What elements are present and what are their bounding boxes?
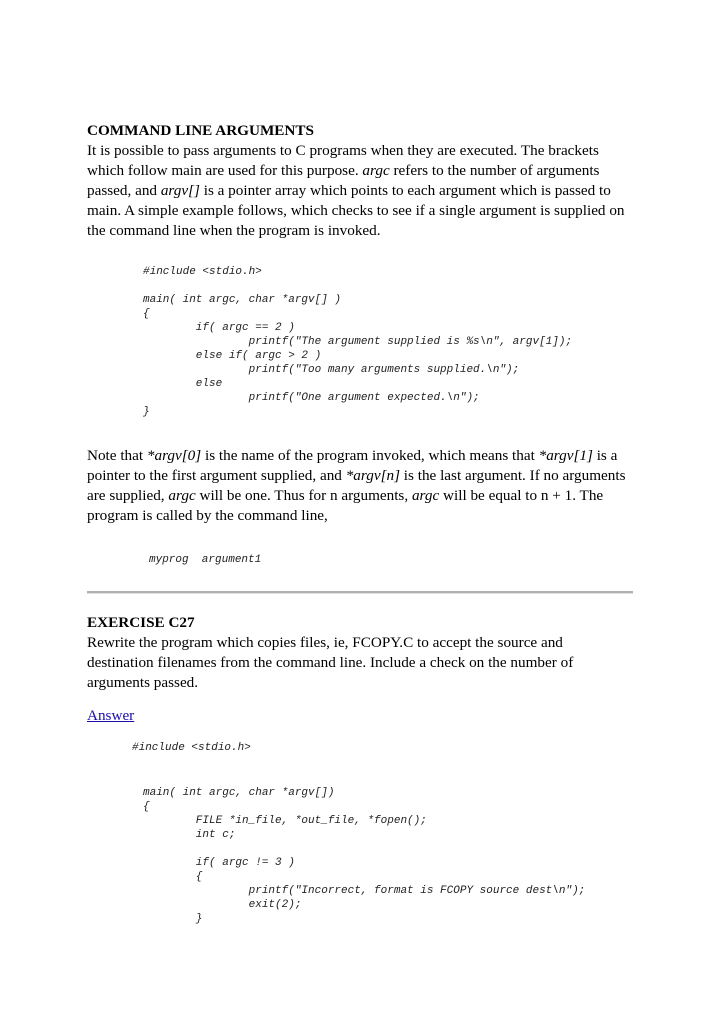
code-line: int c; [143, 829, 236, 841]
code-line: main( int argc, char *argv[] ) [143, 294, 342, 306]
code-line: { [143, 308, 150, 320]
command-line-example: myprog argument1 [149, 554, 262, 566]
code-line: } [143, 913, 203, 925]
code-line: exit(2); [143, 899, 302, 911]
code-line: printf("Incorrect, format is FCOPY source dest\n"); [143, 885, 586, 897]
argc-term: argc [362, 162, 390, 179]
argv-term: argv[] [160, 182, 200, 199]
intro-paragraph: It is possible to pass arguments to C programs when they are executed. The brackets which follow main are used for this purpose. argc refers to the number of arguments passed, and argv[] is a pointer array which points to each argument which is passed to main. A simple example follows, which checks to see if a single argument is supplied on the command line when the program is invoked. [87, 142, 625, 239]
code-line: printf("Too many arguments supplied.\n"); [143, 364, 520, 376]
code-line: else if( argc > 2 ) [143, 350, 322, 362]
code-block-answer [143, 786, 585, 926]
code-line: printf("One argument expected.\n"); [143, 392, 480, 404]
code-line: { [143, 801, 150, 813]
code-line: printf("The argument supplied is %s\n", argv[1]); [143, 336, 573, 348]
code-line: if( argc == 2 ) [143, 322, 295, 334]
answer-link[interactable]: Answer [87, 707, 135, 724]
code-line: main( int argc, char *argv[]) [143, 787, 335, 799]
exercise-paragraph: Rewrite the program which copies files, ie, FCOPY.C to accept the source and destination filenames from the command line. Include a check on the number of arguments passed. [87, 634, 574, 691]
code-include-line: #include <stdio.h> [132, 742, 251, 754]
note-paragraph: Note that *argv[0] is the name of the program invoked, which means that *argv[1] is a pointer to the first argument supplied, and *argv[n] is the last argument. If no arguments are supplied, argc will be one. Thus for n arguments, argc will be equal to n + 1. The program is called by the command line, [87, 447, 626, 524]
horizontal-divider [87, 591, 633, 594]
code-line: } [143, 406, 150, 418]
code-line: FILE *in_file, *out_file, *fopen(); [143, 815, 427, 827]
section-heading-exercise: EXERCISE C27 [87, 614, 195, 631]
section-heading-command-line-arguments: COMMAND LINE ARGUMENTS [87, 122, 314, 139]
code-line: else [143, 378, 223, 390]
code-block-example [143, 265, 572, 419]
code-line: { [143, 871, 203, 883]
code-line: if( argc != 3 ) [143, 857, 295, 869]
code-line: #include <stdio.h> [143, 266, 262, 278]
